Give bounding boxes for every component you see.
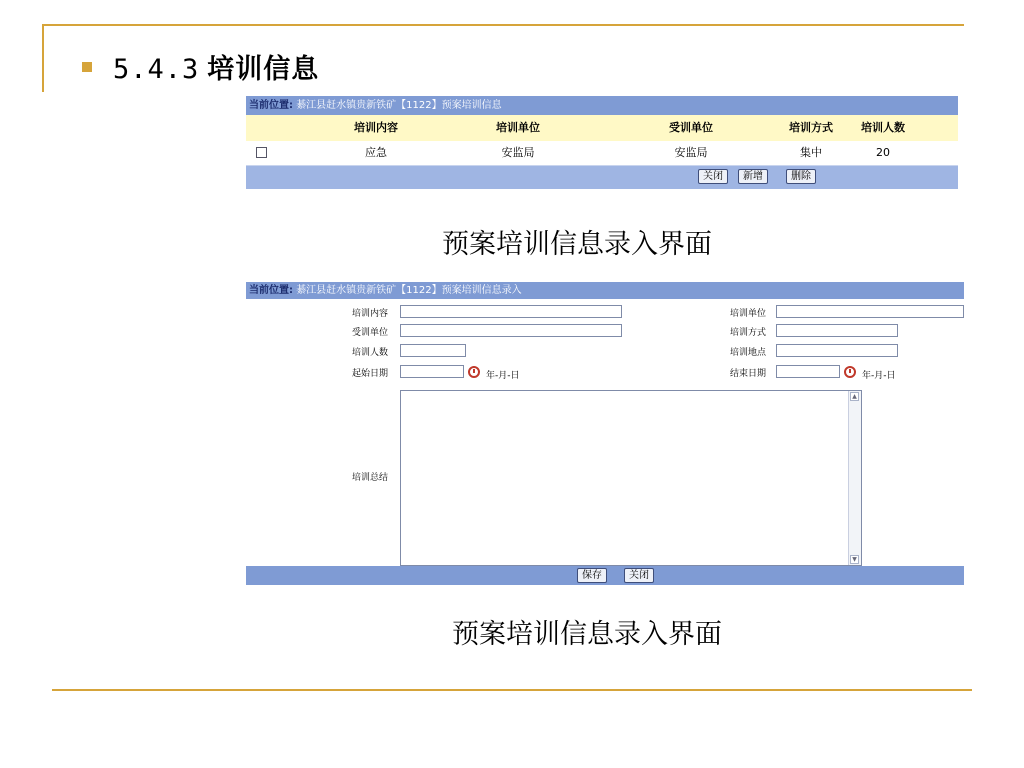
cell-method: 集中: [800, 146, 822, 159]
cell-trainee-unit: 安监局: [674, 146, 708, 159]
count-label: 培训人数: [351, 348, 388, 358]
section-title: 培训信息: [207, 54, 320, 85]
content-label: 培训内容: [351, 309, 388, 319]
delete-button[interactable]: 删除: [786, 169, 816, 184]
end-date-label: 结束日期: [729, 369, 766, 379]
start-date-label: 起始日期: [351, 369, 388, 379]
unit-label: 培训单位: [729, 309, 766, 319]
form-location-bar: [246, 282, 964, 299]
form-button-bar: [246, 566, 964, 585]
add-button[interactable]: 新增: [738, 169, 768, 184]
start-date-picker-icon[interactable]: [468, 366, 480, 378]
slide-left-rule: [42, 24, 44, 92]
end-date-input[interactable]: [776, 365, 840, 378]
cell-count: 20: [876, 146, 890, 159]
content-input[interactable]: [400, 305, 622, 318]
caption-form-view: 预案培训信息录入界面: [452, 619, 722, 650]
section-heading: [113, 47, 319, 86]
method-label: 培训方式: [729, 328, 766, 338]
scroll-down-icon[interactable]: ▼: [850, 555, 859, 564]
location-label: 培训地点: [729, 348, 766, 358]
row-checkbox[interactable]: [256, 147, 267, 158]
summary-textarea[interactable]: [400, 390, 862, 566]
count-input[interactable]: [400, 344, 466, 357]
trainee-unit-label: 受训单位: [351, 328, 388, 338]
training-form-panel: [246, 282, 964, 585]
form-location-label: 当前位置:: [249, 285, 293, 296]
slide-bottom-rule: [52, 689, 972, 691]
location-bar: [246, 96, 958, 115]
trainee-unit-input[interactable]: [400, 324, 622, 337]
start-date-input[interactable]: [400, 365, 464, 378]
method-input[interactable]: [776, 324, 898, 337]
scroll-up-icon[interactable]: ▲: [850, 392, 859, 401]
table-row[interactable]: [246, 141, 958, 165]
save-button[interactable]: 保存: [577, 568, 607, 583]
location-input[interactable]: [776, 344, 898, 357]
end-date-format-hint: 年-月-日: [862, 371, 896, 381]
slide-top-rule: [42, 24, 964, 26]
list-button-bar: [246, 165, 958, 189]
form-location-path: 綦江县赶水镇贵新铁矿【1122】预案培训信息录入: [296, 285, 522, 296]
end-date-picker-icon[interactable]: [844, 366, 856, 378]
bullet-icon: [82, 62, 92, 72]
section-number: 5.4.3: [113, 54, 200, 85]
table-header: [246, 115, 958, 141]
column-header-trainee-unit: 受训单位: [669, 121, 713, 134]
column-header-content: 培训内容: [354, 121, 398, 134]
training-list-panel: [246, 96, 958, 207]
close-button[interactable]: 关闭: [698, 169, 728, 184]
column-header-count: 培训人数: [861, 121, 905, 134]
unit-input[interactable]: [776, 305, 964, 318]
column-header-unit: 培训单位: [496, 121, 540, 134]
caption-list-view: 预案培训信息录入界面: [442, 229, 712, 260]
location-path: 綦江县赶水镇贵新铁矿【1122】预案培训信息: [296, 100, 502, 111]
cell-content: 应急: [365, 146, 387, 159]
start-date-format-hint: 年-月-日: [486, 371, 520, 381]
summary-scrollbar[interactable]: [848, 391, 861, 565]
location-label: 当前位置:: [249, 100, 293, 111]
summary-label: 培训总结: [351, 473, 388, 483]
form-close-button[interactable]: 关闭: [624, 568, 654, 583]
column-header-method: 培训方式: [789, 121, 833, 134]
cell-unit: 安监局: [501, 146, 535, 159]
